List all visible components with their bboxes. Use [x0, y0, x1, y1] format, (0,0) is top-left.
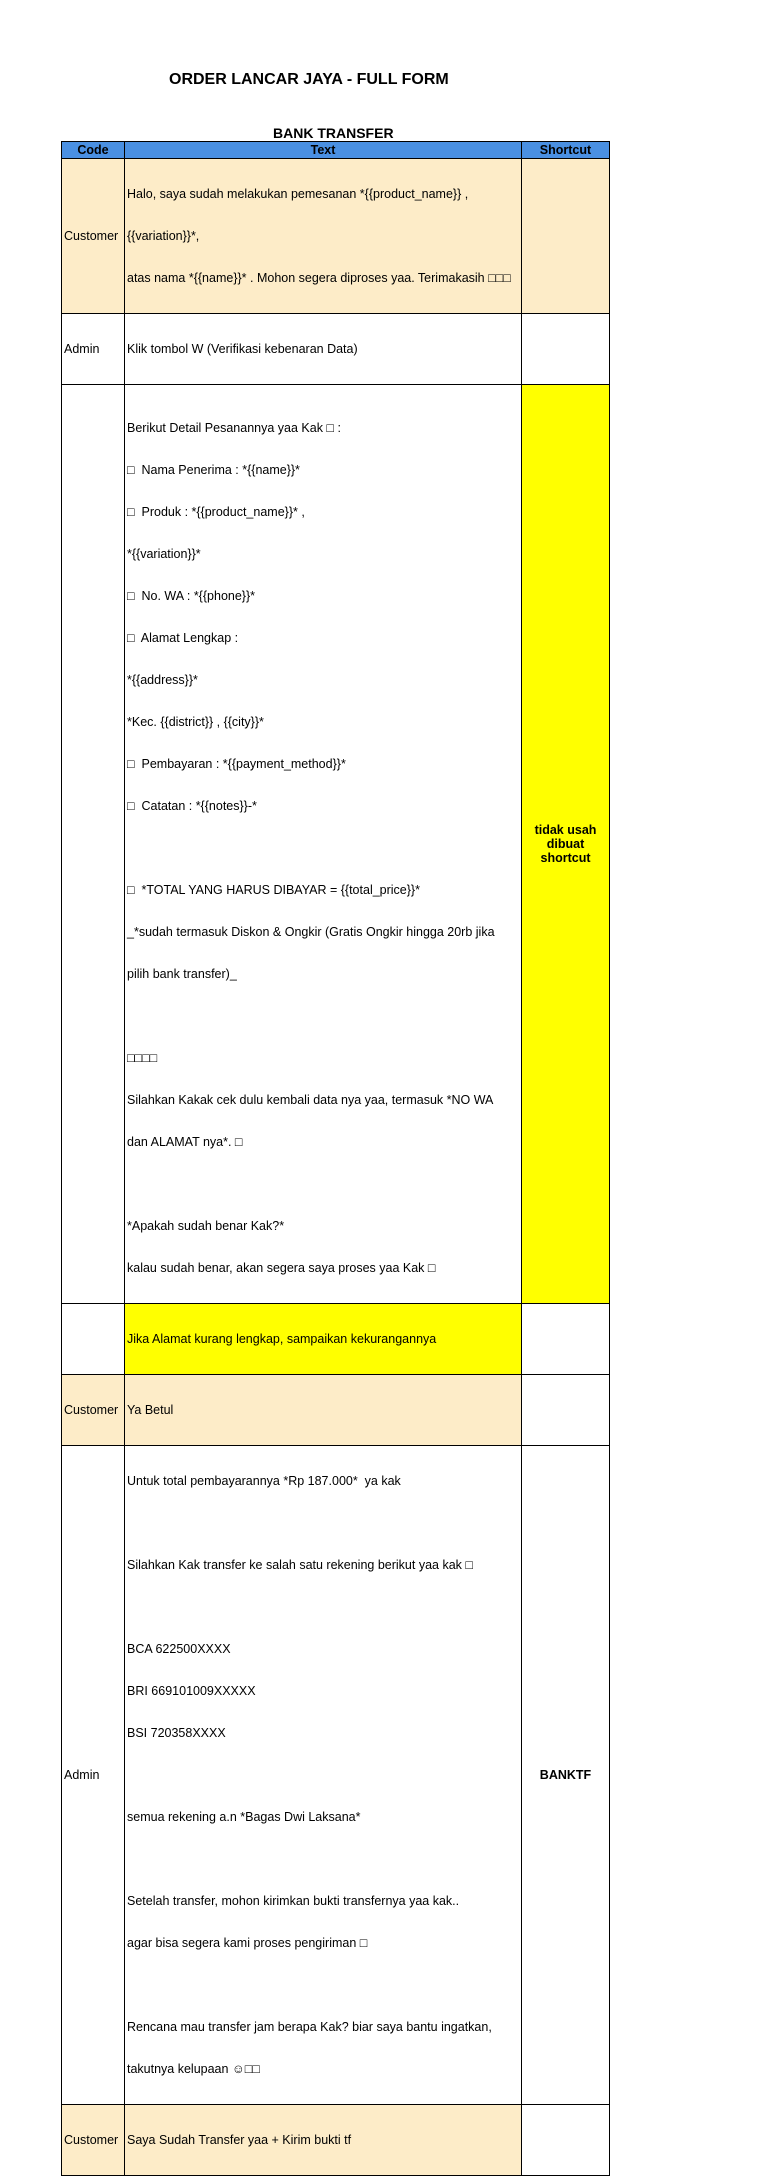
blank-line [127, 1600, 519, 1614]
table-row [62, 385, 610, 1304]
row-text-cell [125, 1446, 522, 2105]
text-line: *{{address}}* [127, 673, 198, 687]
table-header-row [62, 142, 610, 159]
text-line: *Kec. {{district}} , {{city}}* [127, 715, 264, 729]
text-line: Rencana mau transfer jam berapa Kak? biar saya bantu ingatkan, [127, 2020, 492, 2034]
table-row [62, 159, 610, 314]
text-line: agar bisa segera kami proses pengiriman □ [127, 1936, 368, 1950]
text-line: semua rekening a.n *Bagas Dwi Laksana* [127, 1810, 361, 1824]
text-line: BSI 720358XXXX [127, 1726, 226, 1740]
row-shortcut-cell [522, 159, 610, 314]
text-line: Silahkan Kakak cek dulu kembali data nya yaa, termasuk *NO WA [127, 1093, 494, 1107]
row-text-cell [125, 159, 522, 314]
text-line: _*sudah termasuk Diskon & Ongkir (Gratis Ongkir hingga 20rb jika [127, 925, 495, 939]
row-shortcut-cell [522, 1304, 610, 1375]
row-text-cell [125, 314, 522, 385]
row-text-cell [125, 1304, 522, 1375]
text-line: □ Nama Penerima : *{{name}}* [127, 463, 300, 477]
blank-line [127, 1768, 519, 1782]
row-code-cell: Customer [62, 1375, 125, 1446]
text-line: *Apakah sudah benar Kak?* [127, 1219, 285, 1233]
text-line: {{variation}}*, [127, 229, 200, 243]
blank-line [127, 841, 519, 855]
text-line: *{{variation}}* [127, 547, 201, 561]
header-shortcut: Shortcut [522, 142, 610, 159]
script-table [61, 141, 610, 2176]
blank-line [127, 1852, 519, 1866]
row-code-cell: Admin [62, 314, 125, 385]
text-line: □□□□ [127, 1051, 158, 1065]
text-line: Berikut Detail Pesanannya yaa Kak □ : [127, 421, 341, 435]
text-line: BRI 669101009XXXXX [127, 1684, 256, 1698]
row-text-cell [125, 2105, 522, 2176]
blank-line [127, 1177, 519, 1191]
blank-line [127, 1009, 519, 1023]
text-line: □ No. WA : *{{phone}}* [127, 589, 256, 603]
row-shortcut-cell: tidak usah dibuat shortcut [522, 385, 610, 1304]
row-text-cell [125, 385, 522, 1304]
text-line: BCA 622500XXXX [127, 1642, 231, 1656]
row-shortcut-cell [522, 2105, 610, 2176]
text-line: Ya Betul [127, 1403, 174, 1417]
header-text: Text [125, 142, 522, 159]
row-shortcut-cell [522, 314, 610, 385]
table-row [62, 1304, 610, 1375]
text-line: Silahkan Kak transfer ke salah satu rekening berikut yaa kak □ [127, 1558, 473, 1572]
blank-line [127, 1978, 519, 1992]
text-line: kalau sudah benar, akan segera saya proses yaa Kak □ [127, 1261, 436, 1275]
text-line: atas nama *{{name}}* . Mohon segera diproses yaa. Terimakasih □□□ [127, 271, 511, 285]
text-line: □ Alamat Lengkap : [127, 631, 239, 645]
text-line: Untuk total pembayarannya *Rp 187.000* ya kak [127, 1474, 401, 1488]
text-line: Klik tombol W (Verifikasi kebenaran Data) [127, 342, 358, 356]
table-row [62, 1375, 610, 1446]
row-code-cell: Customer [62, 2105, 125, 2176]
text-line: dan ALAMAT nya*. □ [127, 1135, 243, 1149]
text-line: □ Pembayaran : *{{payment_method}}* [127, 757, 346, 771]
table-row [62, 2105, 610, 2176]
header-code: Code [62, 142, 125, 159]
document-title: ORDER LANCAR JAYA - FULL FORM [169, 71, 449, 88]
text-line: □ Catatan : *{{notes}}-* [127, 799, 257, 813]
text-line: takutnya kelupaan ☺□□ [127, 2062, 260, 2076]
table-row [62, 314, 610, 385]
row-shortcut-cell [522, 1375, 610, 1446]
section-title: BANK TRANSFER [273, 125, 394, 141]
text-line: pilih bank transfer)_ [127, 967, 237, 981]
row-code-cell [62, 1304, 125, 1375]
row-shortcut-cell: BANKTF [522, 1446, 610, 2105]
row-code-cell [62, 385, 125, 1304]
text-line: Halo, saya sudah melakukan pemesanan *{{product_name}} , [127, 187, 469, 201]
text-line: □ Produk : *{{product_name}}* , [127, 505, 305, 519]
row-text-cell [125, 1375, 522, 1446]
text-line: Setelah transfer, mohon kirimkan bukti transfernya yaa kak.. [127, 1894, 460, 1908]
text-line: Jika Alamat kurang lengkap, sampaikan kekurangannya [127, 1332, 437, 1346]
row-code-cell: Admin [62, 1446, 125, 2105]
table-row [62, 1446, 610, 2105]
text-line: Saya Sudah Transfer yaa + Kirim bukti tf [127, 2133, 352, 2147]
blank-line [127, 1516, 519, 1530]
text-line: □ *TOTAL YANG HARUS DIBAYAR = {{total_price}}* [127, 883, 420, 897]
row-code-cell: Customer [62, 159, 125, 314]
